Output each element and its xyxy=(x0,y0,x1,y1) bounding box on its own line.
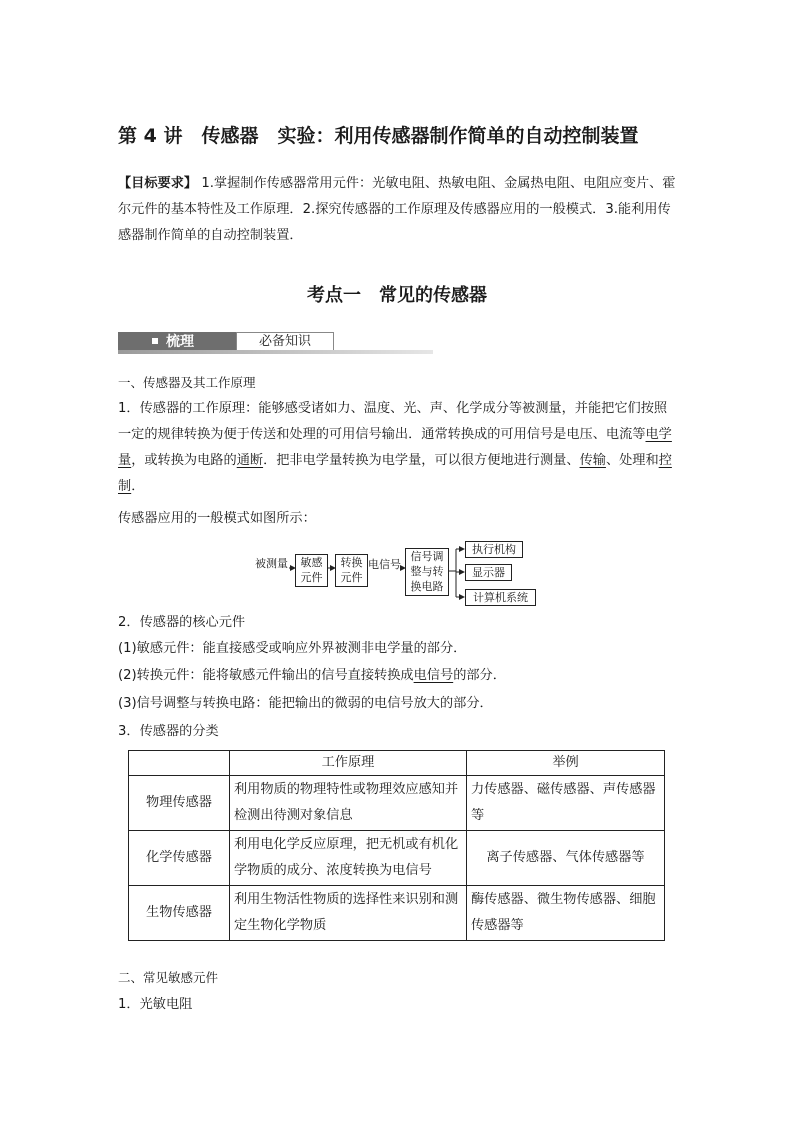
table-row xyxy=(129,831,665,886)
core-item-3: (3)信号调整与转换电路：能把输出的微弱的电信号放大的部分． xyxy=(118,696,493,711)
objective-tag: 【目标要求】 xyxy=(118,176,198,191)
banner-main xyxy=(118,332,236,352)
signal-label: 电信号 xyxy=(368,558,401,571)
table-cell: 物理传感器 xyxy=(129,776,230,831)
table-cell: 生物传感器 xyxy=(129,886,230,941)
section-title: 考点一 常见的传感器 xyxy=(307,285,487,306)
core-item-2-text-a: (2)转换元件：能将敏感元件输出的信号直接转换成 xyxy=(118,668,414,683)
blank-electric-signal: 电信号 xyxy=(413,668,454,683)
diagram-intro: 传感器应用的一般模式如图所示： xyxy=(118,511,316,526)
p1-text-e: ． xyxy=(131,479,145,494)
working-principle-paragraph xyxy=(118,396,680,500)
section-banner xyxy=(118,330,433,354)
blank-electrical-quantity: 电学量 xyxy=(118,427,672,468)
table-cell: 利用物质的物理特性或物理效应感知并检测出待测对象信息 xyxy=(230,776,467,831)
input-label: 被测量 xyxy=(255,557,288,570)
conditioner-line-1: 信号调 xyxy=(410,550,444,563)
output-display-box: 显示器 xyxy=(465,564,512,581)
converter-line-1: 转换 xyxy=(340,556,363,569)
table-header-row xyxy=(129,751,665,776)
table-row xyxy=(129,776,665,831)
converter-box xyxy=(335,554,368,587)
part2-heading: 二、常见敏感元件 xyxy=(118,970,219,985)
photoresistor-heading: 1．光敏电阻 xyxy=(118,997,193,1012)
banner-bar xyxy=(118,350,433,354)
banner-main-label: 梳理 xyxy=(166,334,194,350)
part1-heading: 一、传感器及其工作原理 xyxy=(118,375,256,390)
blank-control: 控制 xyxy=(118,453,672,494)
table-row xyxy=(129,886,665,941)
conditioner-box xyxy=(405,548,449,596)
p1-text-b: ，或转换为电路的 xyxy=(131,453,237,468)
table-cell: 利用电化学反应原理，把无机或有机化学物质的成分、浓度转换为电信号 xyxy=(230,831,467,886)
core-item-2 xyxy=(118,663,680,689)
square-icon xyxy=(152,338,158,344)
blank-on-off: 通断 xyxy=(236,453,264,468)
classification-heading: 3．传感器的分类 xyxy=(118,724,219,739)
blank-transmit: 传输 xyxy=(579,453,606,468)
converter-line-2: 元件 xyxy=(340,571,363,584)
sensor-line-2: 元件 xyxy=(300,571,323,584)
conditioner-line-2: 整与转 xyxy=(410,565,444,578)
p1-text-d: 、处理和 xyxy=(605,453,659,468)
p1-text-a: 1．传感器的工作原理：能够感受诸如力、温度、光、声、化学成分等被测量，并能把它们按照一定的规律转换为便于传送和处理的可用信号输出．通常转换成的可用信号是电压、电流等 xyxy=(118,401,668,442)
sensor-box xyxy=(295,554,328,587)
core-item-1: (1)敏感元件：能直接感受或响应外界被测非电学量的部分． xyxy=(118,641,467,656)
objective-text: 1.掌握制作传感器常用元件：光敏电阻、热敏电阻、金属热电阻、电阻应变片、霍尔元件的基本特性及工作原理．2.探究传感器的工作原理及传感器应用的一般模式．3.能利用传感器制作简单的自动控制装置． xyxy=(118,176,676,243)
banner-sub: 必备知识 xyxy=(236,332,334,352)
output-computer-box: 计算机系统 xyxy=(465,589,536,606)
table-cell: 化学传感器 xyxy=(129,831,230,886)
table-header-cell: 工作原理 xyxy=(230,751,467,776)
table-cell: 酶传感器、微生物传感器、细胞传感器等 xyxy=(467,886,665,941)
output-actuator-box: 执行机构 xyxy=(465,541,523,558)
objective-paragraph xyxy=(118,171,680,249)
core-item-2-text-b: 的部分． xyxy=(453,668,506,683)
sensor-classification-table xyxy=(128,750,665,941)
table-header-cell xyxy=(129,751,230,776)
table-cell: 离子传感器、气体传感器等 xyxy=(467,831,665,886)
page-title: 第 4 讲 传感器 实验：利用传感器制作简单的自动控制装置 xyxy=(118,125,639,147)
table-header-cell: 举例 xyxy=(467,751,665,776)
sensor-line-1: 敏感 xyxy=(300,556,323,569)
table-cell: 力传感器、磁传感器、声传感器等 xyxy=(467,776,665,831)
table-cell: 利用生物活性物质的选择性来识别和测定生物化学物质 xyxy=(230,886,467,941)
p1-text-c: ．把非电学量转换为电学量，可以很方便地进行测量、 xyxy=(263,453,580,468)
core-components-heading: 2．传感器的核心元件 xyxy=(118,615,246,630)
sensor-flow-diagram xyxy=(255,538,545,610)
conditioner-line-3: 换电路 xyxy=(410,580,444,593)
